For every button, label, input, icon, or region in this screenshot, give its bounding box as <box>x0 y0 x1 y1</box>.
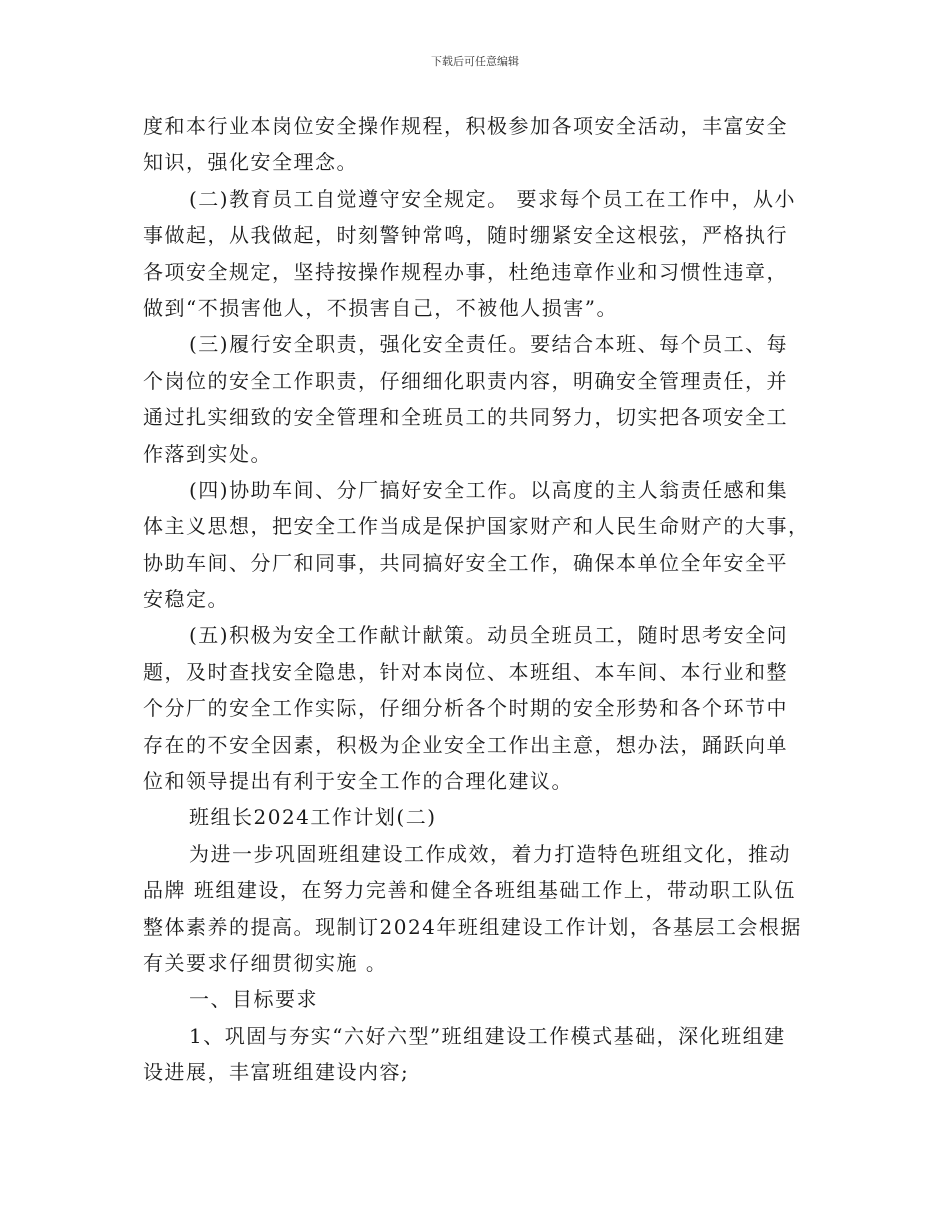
text-line: 题，及时查找安全隐患，针对本岗位、本班组、本车间、本行业和整 <box>143 659 788 684</box>
text-line: 各项安全规定，坚持按操作规程办事，杜绝违章作业和习惯性违章， <box>143 259 788 284</box>
paragraph-heading-4: (四)协助车间、分厂搞好安全工作。以高度的主人翁责任感和集 <box>189 477 789 502</box>
text-line: 有关要求仔细贯彻实施 。 <box>143 950 388 975</box>
text-line: 度和本行业本岗位安全操作规程，积极参加各项安全活动，丰富安全 <box>143 114 788 138</box>
text-line: 设进展，丰富班组建设内容; <box>143 1060 410 1085</box>
text-line: 作落到实处。 <box>143 441 272 466</box>
text-line: 为进一步巩固班组建设工作成效，着力打造特色班组文化，推动 <box>189 841 791 866</box>
paragraph-heading-3: (三)履行安全职责，强化安全责任。要结合本班、每个员工、每 <box>189 332 789 357</box>
text-line: 位和领导提出有利于安全工作的合理化建议。 <box>143 769 573 794</box>
text-line: 品牌 班组建设，在努力完善和健全各班组基础工作上，带动职工队伍 <box>143 878 796 903</box>
text-line: 做到“不损害他人，不损害自己，不被他人损害”。 <box>143 295 618 320</box>
paragraph-heading-5: (五)积极为安全工作献计献策。动员全班员工，随时思考安全问 <box>189 623 789 648</box>
paragraph-heading-2: (二)教育员工自觉遵守安全规定。 要求每个员工在工作中，从小 <box>189 186 796 211</box>
list-item: 1、巩固与夯实“六好六型”班组建设工作模式基础，深化班组建 <box>189 1023 786 1048</box>
text-line: 体主义思想，把安全工作当成是保护国家财产和人民生命财产的大事， <box>143 514 810 539</box>
subsection-title: 一、目标要求 <box>189 987 318 1012</box>
page-header: 下载后可任意编辑 <box>431 55 519 68</box>
text-line: 协助车间、分厂和同事，共同搞好安全工作，确保本单位全年安全平 <box>143 550 788 575</box>
text-line: 个分厂的安全工作实际，仔细分析各个时期的安全形势和各个环节中 <box>143 696 788 721</box>
text-line: 事做起，从我做起，时刻警钟常鸣，随时绷紧安全这根弦，严格执行 <box>143 223 788 248</box>
section-title: 班组长2024工作计划(二) <box>189 805 437 830</box>
text-line: 整体素养的提高。现制订2024年班组建设工作计划，各基层工会根据 <box>143 914 802 939</box>
text-line: 通过扎实细致的安全管理和全班员工的共同努力，切实把各项安全工 <box>143 405 788 430</box>
text-line: 知识，强化安全理念。 <box>143 150 358 175</box>
text-line: 安稳定。 <box>143 587 229 612</box>
text-line: 存在的不安全因素，积极为企业安全工作出主意，想办法，踊跃向单 <box>143 732 788 757</box>
document-body <box>143 108 813 1091</box>
text-line: 个岗位的安全工作职责，仔细细化职责内容，明确安全管理责任，并 <box>143 368 788 393</box>
